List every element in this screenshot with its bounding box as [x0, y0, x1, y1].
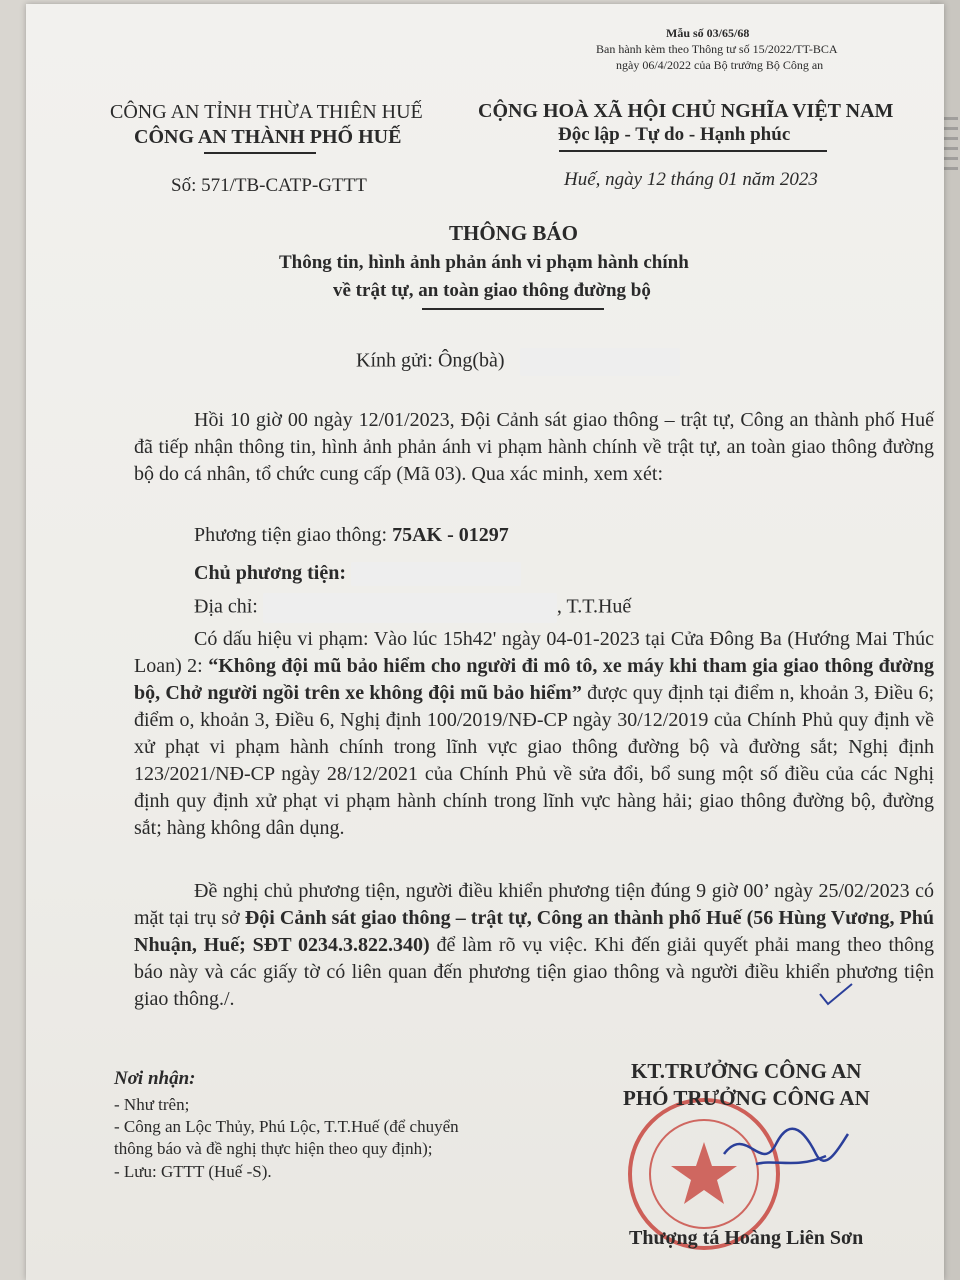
address-suffix: , T.T.Huế — [556, 595, 632, 618]
recipient-item: - Lưu: GTTT (Huế -S). — [114, 1162, 272, 1181]
nation-title: CỘNG HOÀ XÃ HỘI CHỦ NGHĨA VIỆT NAM — [478, 100, 894, 122]
violation-text-a: Có dấu hiệu vi phạm: Vào lúc 15h42' ngày 04-01-2023 tại Cửa Đông Ba (Hướng Mai Thúc Loan) 2: — [134, 628, 934, 677]
paragraph-intro: Hồi 10 giờ 00 ngày 12/01/2023, Đội Cảnh sát giao thông – trật tự, Công an thành phố Huế đã tiếp nhận thông tin, hình ảnh phản ánh vi phạm hành chính về trật tự, an toàn giao thông đường bộ do cá nhân, tổ chức cung cấp (Mã 03). Qua xác minh, xem xét: — [134, 409, 934, 485]
recipient-item: - Công an Lộc Thủy, Phú Lộc, T.T.Huế (để chuyển — [114, 1117, 459, 1136]
recipients-title: Nơi nhận: — [114, 1068, 196, 1089]
owner-field — [194, 560, 521, 587]
vehicle-field — [194, 522, 509, 549]
subtitle-underline — [422, 308, 604, 310]
form-number: Mẫu số 03/65/68 — [666, 26, 750, 40]
request-location: Đội Cảnh sát giao thông – trật tự, Công an thành phố Huế (56 Hùng Vương, Phú Nhuận, Huế; SĐT 0234.3.822.340) — [134, 907, 934, 956]
document-title: THÔNG BÁO — [449, 221, 578, 245]
violation-description: “Không đội mũ bảo hiểm cho người đi mô tô, xe máy khi tham gia giao thông đường bộ, Chở người ngồi trên xe không đội mũ bảo hiểm” — [134, 655, 934, 704]
paragraph-violation — [134, 626, 934, 842]
paragraph-request — [134, 878, 934, 1013]
form-issued-line: Ban hành kèm theo Thông tư số 15/2022/TT-BCA — [596, 42, 838, 56]
redacted-owner — [351, 562, 521, 586]
form-issued-date: ngày 06/4/2022 của Bộ trưởng Bộ Công an — [616, 58, 824, 72]
agency-underline — [204, 152, 316, 154]
vehicle-plate: 75AK - 01297 — [392, 524, 509, 546]
recipient-label: Kính gửi: Ông(bà) — [356, 349, 505, 372]
address-label: Địa chỉ: — [194, 595, 258, 618]
document-page — [26, 4, 944, 1280]
agency-parent: CÔNG AN TỈNH THỪA THIÊN HUẾ — [110, 101, 423, 123]
redacted-address — [263, 593, 557, 623]
address-field — [194, 593, 631, 623]
document-number: Số: 571/TB-CATP-GTTT — [171, 175, 367, 196]
document-subtitle-1: Thông tin, hình ảnh phản ánh vi phạm hành chính — [279, 252, 689, 273]
owner-label: Chủ phương tiện: — [194, 562, 347, 584]
violation-text-b: được quy định tại điểm n, khoản 3, Điều 6; điểm o, khoản 3, Điều 6, Nghị định 100/2019/NĐ-CP ngày 30/12/2019 của Chính Phủ quy định về xử phạt vi phạm hành chính trong lĩnh vực giao thông đường bộ và đường sắt; Nghị định 123/2021/NĐ-CP ngày 28/12/2021 của Chính Phủ về sửa đổi, bổ sung một số điều của các Nghị định quy định xử phạt vi phạm hành chính trong lĩnh vực hàng hải; giao thông đường bộ, đường sắt; hàng không dân dụng. — [134, 682, 935, 839]
signer-name: Thượng tá Hoàng Liên Sơn — [629, 1227, 864, 1249]
checkmark-icon — [816, 980, 856, 1010]
redacted-name — [520, 348, 680, 376]
recipient-item: - Như trên; — [114, 1095, 190, 1114]
vehicle-label: Phương tiện giao thông: — [194, 524, 393, 546]
agency-name: CÔNG AN THÀNH PHỐ HUẾ — [134, 126, 402, 148]
request-text-b: để làm rõ vụ việc. Khi đến giải quyết phải mang theo thông báo này và các giấy tờ có liên quan đến phương tiện giao thông và người điều khiển phương tiện giao thông./. — [134, 934, 935, 1010]
place-date: Huế, ngày 12 tháng 01 năm 2023 — [564, 169, 818, 190]
motto-underline — [559, 150, 827, 152]
handwritten-signature-icon — [716, 1114, 856, 1184]
request-text-a: Đề nghị chủ phương tiện, người điều khiển phương tiện đúng 9 giờ 00’ ngày 25/02/2023 có mặt tại trụ sở — [134, 880, 934, 929]
document-subtitle-2: về trật tự, an toàn giao thông đường bộ — [333, 280, 651, 301]
signature-title-1: KT.TRƯỞNG CÔNG AN — [631, 1059, 862, 1083]
national-motto: Độc lập - Tự do - Hạnh phúc — [558, 124, 791, 145]
signature-title-2: PHÓ TRƯỞNG CÔNG AN — [623, 1086, 870, 1110]
recipient-item: thông báo và đề nghị thực hiện theo quy định); — [114, 1139, 433, 1158]
recipient-line — [356, 348, 680, 376]
